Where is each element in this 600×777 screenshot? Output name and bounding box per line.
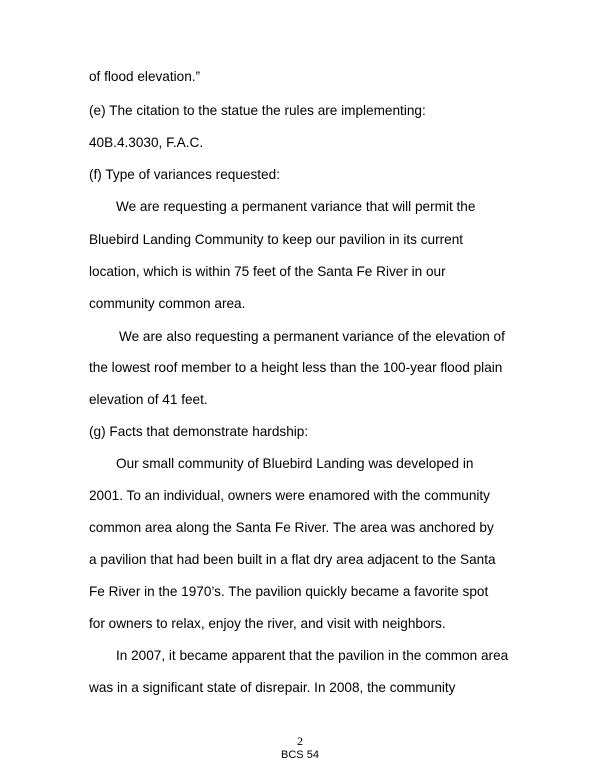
text-line: (e) The citation to the statue the rules are implementing:	[89, 103, 426, 118]
text-line: for owners to relax, enjoy the river, and visit with neighbors.	[89, 616, 446, 631]
page-number: 2	[297, 734, 303, 748]
text-line: We are also requesting a permanent variance of the elevation of	[119, 329, 505, 344]
text-line: (f) Type of variances requested:	[89, 167, 280, 182]
text-line: elevation of 41 feet.	[89, 392, 208, 407]
text-line: 2001. To an individual, owners were enamored with the community	[89, 488, 490, 503]
text-line: a pavilion that had been built in a flat dry area adjacent to the Santa	[89, 552, 496, 567]
text-line: common area along the Santa Fe River. The area was anchored by	[89, 520, 494, 535]
text-line: community common area.	[89, 296, 246, 311]
text-line: location, which is within 75 feet of the Santa Fe River in our	[89, 264, 446, 279]
document-code: BCS 54	[281, 749, 319, 761]
text-line: of flood elevation.”	[89, 69, 201, 84]
text-line: was in a significant state of disrepair. In 2008, the community	[89, 680, 456, 695]
text-line: 40B.4.3030, F.A.C.	[89, 135, 204, 150]
text-line: Fe River in the 1970’s. The pavilion quickly became a favorite spot	[89, 584, 489, 599]
text-line: We are requesting a permanent variance that will permit the	[116, 199, 476, 214]
text-line: Bluebird Landing Community to keep our pavilion in its current	[89, 232, 464, 247]
text-line: In 2007, it became apparent that the pavilion in the common area	[116, 648, 509, 663]
text-line: (g) Facts that demonstrate hardship:	[89, 424, 309, 439]
text-line: Our small community of Bluebird Landing was developed in	[116, 456, 474, 471]
text-line: the lowest roof member to a height less than the 100-year flood plain	[89, 360, 503, 375]
